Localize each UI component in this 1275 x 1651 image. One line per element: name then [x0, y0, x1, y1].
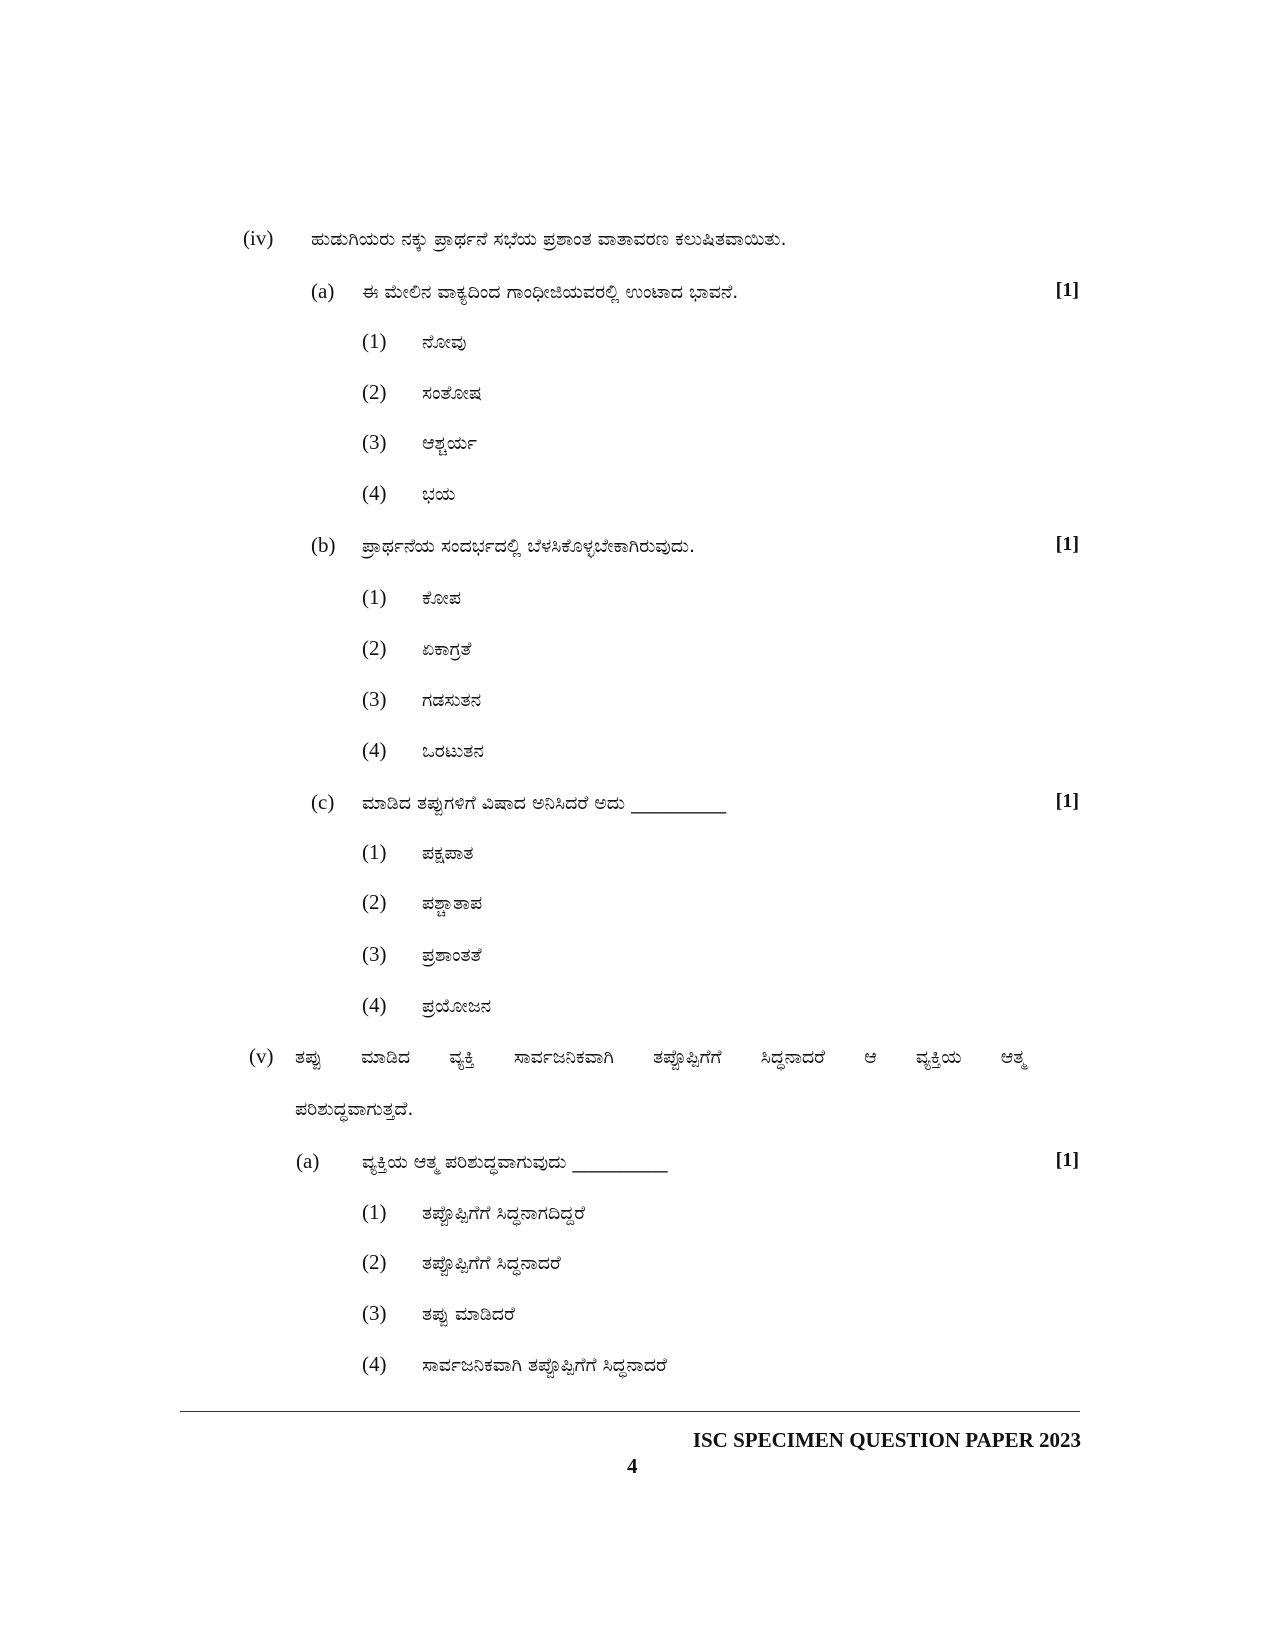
option-text: ಪಶ್ಚಾತಾಪ — [422, 892, 483, 914]
question-v-word: ಆತ್ಮ — [1000, 1046, 1026, 1068]
question-v-word: ಸಾರ್ವಜನಿಕವಾಗಿ — [513, 1046, 614, 1068]
marks-iv-b: [1] — [1055, 533, 1079, 555]
question-v-word: ವ್ಯಕ್ತಿ — [449, 1046, 475, 1068]
option-number: (2) — [362, 890, 387, 914]
part-iv-b-text: ಪ್ರಾರ್ಥನೆಯ ಸಂದರ್ಭದಲ್ಲಿ ಬೆಳಸಿಕೊಳ್ಳಬೇಕಾಗಿರುವುದು. — [362, 535, 696, 557]
option-text: ತಪ್ಪೊಪ್ಪಿಗೆಗೆ ಸಿದ್ಧನಾಗದಿದ್ದರೆ — [422, 1202, 586, 1224]
option-number: (3) — [362, 430, 387, 454]
option-text: ತಪ್ಪೊಪ್ಪಿಗೆಗೆ ಸಿದ್ಧನಾದರೆ — [422, 1252, 561, 1274]
part-label-v-a: (a) — [296, 1149, 320, 1173]
option-number: (3) — [362, 1301, 387, 1325]
option-number: (1) — [362, 1200, 387, 1224]
part-v-a-text: ವ್ಯಕ್ತಿಯ ಆತ್ಮ ಪರಿಶುದ್ಧವಾಗುವುದು __________ — [362, 1151, 668, 1173]
option-number: (4) — [362, 481, 387, 505]
option-number: (2) — [362, 380, 387, 404]
part-label-iv-a: (a) — [311, 279, 335, 303]
question-v-word: ತಪ್ಪು — [295, 1046, 322, 1068]
option-text: ಪಕ್ಷಪಾತ — [422, 842, 474, 864]
footer-divider — [180, 1411, 1080, 1412]
marks-iv-a: [1] — [1055, 279, 1079, 301]
option-text: ಸಂತೋಷ — [422, 382, 482, 404]
footer-title: ISC SPECIMEN QUESTION PAPER 2023 — [692, 1428, 1081, 1452]
option-text: ಭಯ — [422, 483, 456, 505]
option-number: (4) — [362, 993, 387, 1017]
option-number: (2) — [362, 636, 387, 660]
question-v-word: ಆ — [864, 1046, 877, 1068]
page-number: 4 — [627, 1454, 638, 1478]
question-v-word: ಸಿದ್ಧನಾದರೆ — [760, 1046, 825, 1068]
option-number: (1) — [362, 329, 387, 353]
question-number-iv: (iv) — [243, 226, 274, 250]
option-text: ಕೋಪ — [422, 587, 462, 609]
part-iv-a-text: ಈ ಮೇಲಿನ ವಾಕ್ಯದಿಂದ ಗಾಂಧೀಜಿಯವರಲ್ಲಿ ಉಂಟಾದ ಭಾವನೆ. — [362, 281, 739, 303]
question-number-v: (v) — [249, 1044, 274, 1068]
part-iv-c-text: ಮಾಡಿದ ತಪ್ಪುಗಳಿಗೆ ವಿಷಾದ ಅನಿಸಿದರೆ ಅದು __________ — [362, 792, 727, 814]
option-text: ಒರಟುತನ — [422, 740, 484, 762]
part-label-iv-b: (b) — [311, 533, 336, 557]
option-text: ನೋವು — [422, 331, 467, 353]
option-text: ಗಡಸುತನ — [422, 689, 482, 711]
option-text: ಸಾರ್ವಜನಿಕವಾಗಿ ತಪ್ಪೊಪ್ಪಿಗೆಗೆ ಸಿದ್ಧನಾದರೆ — [422, 1354, 667, 1376]
option-number: (4) — [362, 738, 387, 762]
question-v-word: ವ್ಯಕ್ತಿಯ — [915, 1046, 962, 1068]
marks-v-a: [1] — [1055, 1149, 1079, 1171]
option-number: (1) — [362, 840, 387, 864]
option-number: (3) — [362, 687, 387, 711]
option-number: (1) — [362, 585, 387, 609]
question-v-word: ತಪ್ಪೊಪ್ಪಿಗೆಗೆ — [653, 1046, 722, 1068]
option-number: (2) — [362, 1250, 387, 1274]
option-number: (4) — [362, 1352, 387, 1376]
question-v-line-2: ಪರಿಶುದ್ಧವಾಗುತ್ತದೆ. — [295, 1098, 414, 1120]
option-text: ಪ್ರಯೋಜನ — [422, 995, 492, 1017]
question-v-line-1 — [295, 1046, 1026, 1068]
option-number: (3) — [362, 942, 387, 966]
option-text: ತಪ್ಪು ಮಾಡಿದರೆ — [422, 1303, 515, 1325]
question-iv-text: ಹುಡುಗಿಯರು ನಕ್ಕು ಪ್ರಾರ್ಥನೆ ಸಭೆಯ ಪ್ರಶಾಂತ ವಾತಾವರಣ ಕಲುಷಿತವಾಯಿತು. — [311, 228, 787, 250]
option-text: ಆಶ್ಚರ್ಯ — [422, 432, 478, 454]
option-text: ಏಕಾಗ್ರತೆ — [422, 638, 472, 660]
part-label-iv-c: (c) — [311, 790, 335, 814]
question-v-word: ಮಾಡಿದ — [361, 1046, 411, 1068]
option-text: ಪ್ರಶಾಂತತೆ — [422, 944, 482, 966]
marks-iv-c: [1] — [1055, 790, 1079, 812]
